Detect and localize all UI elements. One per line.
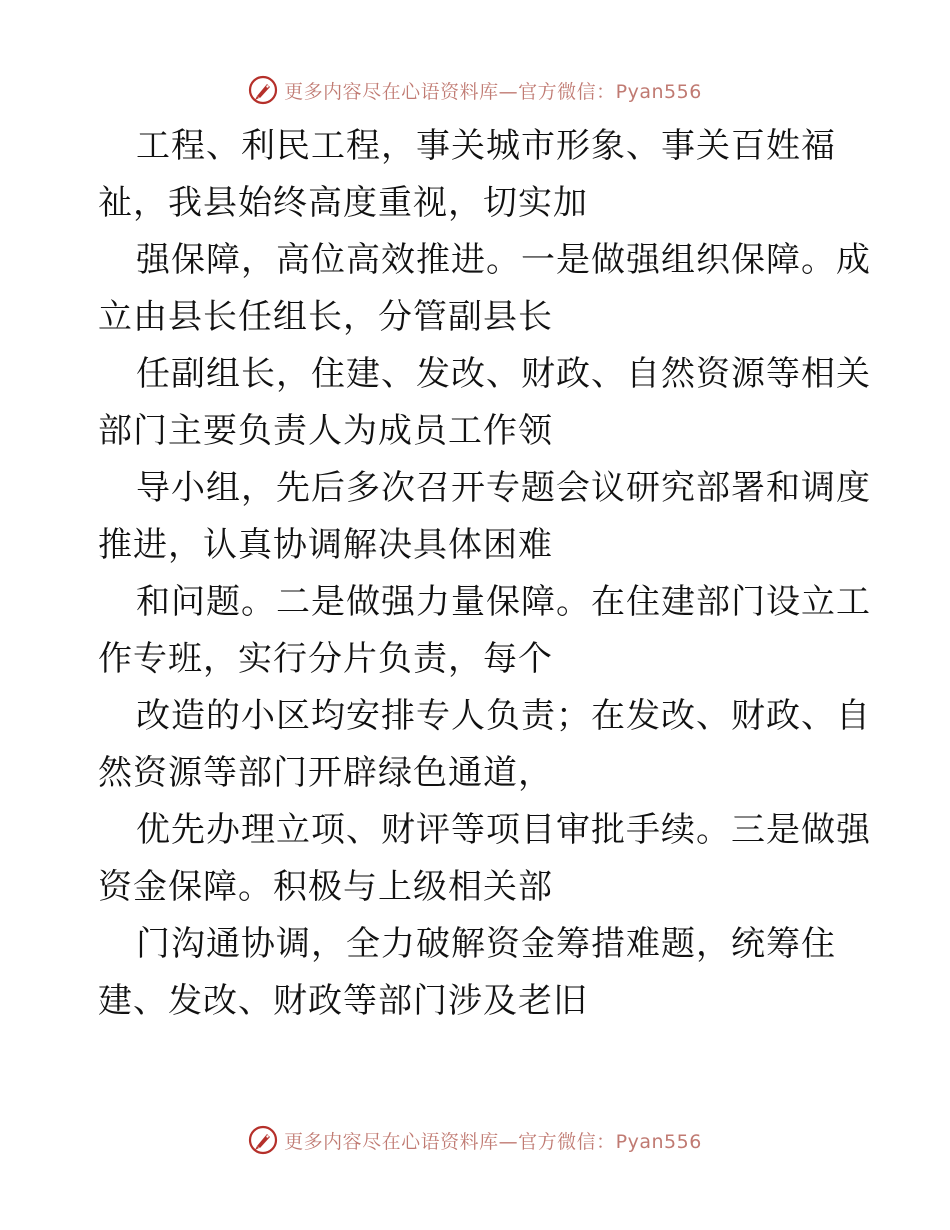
body-line: 导小组，先后多次召开专题会议研究部署和调度 — [136, 468, 871, 508]
header-watermark — [0, 72, 950, 108]
body-line: 强保障，高位高效推进。一是做强组织保障。成 — [136, 240, 871, 280]
body-line: 推进，认真协调解决具体困难 — [98, 525, 553, 565]
body-line: 建、发改、财政等部门涉及老旧 — [98, 981, 588, 1021]
footer-watermark — [0, 1122, 950, 1158]
body-line: 祉，我县始终高度重视，切实加 — [98, 183, 588, 223]
body-line: 资金保障。积极与上级相关部 — [98, 867, 553, 907]
body-line: 然资源等部门开辟绿色通道， — [98, 753, 553, 793]
watermark-text: 更多内容尽在心语资料库—官方微信：Pyan556 — [284, 1130, 702, 1153]
body-line: 工程、利民工程，事关城市形象、事关百姓福 — [136, 126, 836, 166]
body-line: 和问题。二是做强力量保障。在住建部门设立工 — [136, 582, 871, 622]
watermark-text: 更多内容尽在心语资料库—官方微信：Pyan556 — [284, 80, 702, 103]
pen-nib-logo-icon — [248, 1125, 278, 1155]
body-line: 改造的小区均安排专人负责；在发改、财政、自 — [136, 696, 871, 736]
body-line: 部门主要负责人为成员工作领 — [98, 411, 553, 451]
body-line: 优先办理立项、财评等项目审批手续。三是做强 — [136, 810, 871, 850]
pen-nib-logo-icon — [248, 75, 278, 105]
body-line: 作专班，实行分片负责，每个 — [98, 639, 553, 679]
body-line: 门沟通协调，全力破解资金筹措难题，统筹住 — [136, 924, 836, 964]
body-line: 立由县长任组长，分管副县长 — [98, 297, 553, 337]
document-body — [98, 118, 871, 1030]
body-line: 任副组长，住建、发改、财政、自然资源等相关 — [136, 354, 871, 394]
